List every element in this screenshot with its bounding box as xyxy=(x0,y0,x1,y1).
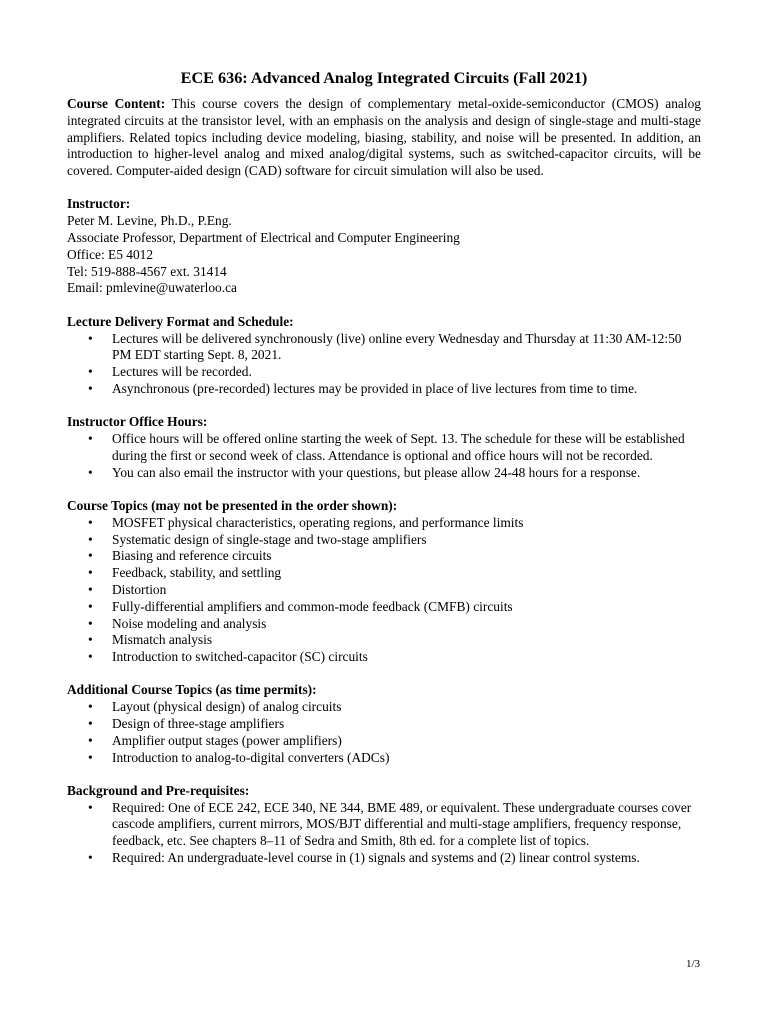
additional-topics-heading: Additional Course Topics (as time permits): xyxy=(67,682,317,698)
list-item-text: Office hours will be offered online starting the week of Sept. 13. The schedule for these will be established during the first or second week of class. Attendance is optional and office hours will not be recorded. xyxy=(112,431,685,463)
list-item-text: Design of three-stage amplifiers xyxy=(112,716,285,731)
bullet-icon: • xyxy=(88,548,93,564)
list-item-text: Lectures will be delivered synchronously (live) online every Wednesday and Thursday at 11:30 AM-12:50 PM EDT starting Sept. 8, 2021. xyxy=(112,330,682,363)
background-heading: Background and Pre-requisites: xyxy=(67,782,250,798)
instructor-tel: Tel: 519-888-4567 ext. 31414 xyxy=(67,263,227,279)
bullet-icon: • xyxy=(88,850,93,866)
bullet-icon: • xyxy=(88,632,93,648)
course-content-text: This course covers the design of complementary metal-oxide-semiconductor (CMOS) analog integrated circuits at the transistor level, with an emphasis on the analysis and design of single-stage and multi-stage amplifiers. Related topics including device modeling, biasing, stability, and noise will be presented. In addition, an introduction to higher-level analog and mixed analog/digital systems, such as switched-capacitor circuits, will be covered. Computer-aided design (CAD) software for circuit simulation will also be used. xyxy=(67,96,701,179)
office-hours-list xyxy=(67,431,701,481)
lecture-list xyxy=(67,331,701,398)
course-content-paragraph xyxy=(67,96,701,180)
list-item-text: Asynchronous (pre-recorded) lectures may be provided in place of live lectures from time to time. xyxy=(112,380,638,396)
list-item xyxy=(67,649,701,666)
bullet-icon: • xyxy=(88,464,93,480)
list-item-text: You can also email the instructor with your questions, but please allow 24-48 hours for a response. xyxy=(112,464,641,480)
list-item-text: Distortion xyxy=(112,581,167,597)
list-item-text: Mismatch analysis xyxy=(112,632,213,648)
list-item xyxy=(67,331,701,365)
list-item xyxy=(67,733,701,750)
additional-topics-list xyxy=(67,699,701,766)
bullet-icon: • xyxy=(88,615,93,631)
list-item xyxy=(67,465,701,482)
bullet-icon: • xyxy=(88,531,93,547)
list-item xyxy=(67,616,701,633)
topics-list xyxy=(67,515,701,666)
page-title: ECE 636: Advanced Analog Integrated Circuits (Fall 2021) xyxy=(180,69,588,87)
list-item xyxy=(67,565,701,582)
instructor-office: Office: E5 4012 xyxy=(67,246,154,262)
bullet-icon: • xyxy=(88,431,93,447)
list-item-text: Amplifier output stages (power amplifiers) xyxy=(112,732,342,748)
list-item-text: Required: One of ECE 242, ECE 340, NE 344, BME 489, or equivalent. These undergraduate courses cover cascode amplifiers, current mirrors, MOS/BJT differential and multi-stage amplifiers, frequency response, feedback, etc. See chapters 8–11 of Sedra and Smith, 8th ed. for a complete list of topics. xyxy=(112,799,692,849)
bullet-icon: • xyxy=(88,364,93,380)
instructor-name: Peter M. Levine, Ph.D., P.Eng. xyxy=(67,213,232,229)
bullet-icon: • xyxy=(88,565,93,581)
list-item xyxy=(67,599,701,616)
bullet-icon: • xyxy=(88,732,93,748)
instructor-heading: Instructor: xyxy=(67,196,131,212)
list-item-text: Layout (physical design) of analog circuits xyxy=(112,699,342,715)
instructor-position: Associate Professor, Department of Electrical and Computer Engineering xyxy=(67,230,460,246)
bullet-icon: • xyxy=(88,649,93,665)
instructor-section xyxy=(67,196,701,297)
bullet-icon: • xyxy=(88,699,93,715)
additional-topics-section xyxy=(67,682,701,766)
list-item xyxy=(67,632,701,649)
bullet-icon: • xyxy=(88,330,93,346)
list-item xyxy=(67,548,701,565)
list-item xyxy=(67,515,701,532)
list-item-text: Feedback, stability, and settling xyxy=(112,565,282,581)
list-item-text: Required: An undergraduate-level course in (1) signals and systems and (2) linear control systems. xyxy=(112,850,640,866)
list-item xyxy=(67,364,701,381)
list-item xyxy=(67,850,701,867)
course-content-label: Course Content: xyxy=(67,96,166,111)
lecture-heading: Lecture Delivery Format and Schedule: xyxy=(67,313,294,329)
list-item-text: Biasing and reference circuits xyxy=(112,548,272,564)
list-item xyxy=(67,582,701,599)
list-item xyxy=(67,699,701,716)
list-item-text: MOSFET physical characteristics, operating regions, and performance limits xyxy=(112,514,524,530)
list-item xyxy=(67,800,701,850)
bullet-icon: • xyxy=(88,514,93,530)
bullet-icon: • xyxy=(88,380,93,396)
topics-heading: Course Topics (may not be presented in the order shown): xyxy=(67,497,398,513)
office-hours-section xyxy=(67,414,701,481)
bullet-icon: • xyxy=(88,799,93,815)
list-item-text: Fully-differential amplifiers and common-mode feedback (CMFB) circuits xyxy=(112,598,513,614)
list-item xyxy=(67,381,701,398)
document-page xyxy=(67,68,701,867)
list-item-text: Introduction to analog-to-digital converters (ADCs) xyxy=(112,749,390,765)
list-item-text: Noise modeling and analysis xyxy=(112,615,267,631)
bullet-icon: • xyxy=(88,716,93,731)
list-item xyxy=(67,750,701,767)
list-item-text: Systematic design of single-stage and two-stage amplifiers xyxy=(112,531,427,547)
bullet-icon: • xyxy=(88,749,93,765)
lecture-section xyxy=(67,314,701,398)
background-section xyxy=(67,783,701,867)
page-number: 1/3 xyxy=(685,958,700,970)
list-item-text: Lectures will be recorded. xyxy=(112,364,252,380)
bullet-icon: • xyxy=(88,598,93,614)
list-item xyxy=(67,716,701,733)
list-item xyxy=(67,431,701,465)
background-list xyxy=(67,800,701,867)
instructor-email: Email: pmlevine@uwaterloo.ca xyxy=(67,280,237,296)
bullet-icon: • xyxy=(88,581,93,597)
office-hours-heading: Instructor Office Hours: xyxy=(67,414,208,430)
list-item-text: Introduction to switched-capacitor (SC) circuits xyxy=(112,649,368,665)
list-item xyxy=(67,532,701,549)
topics-section xyxy=(67,498,701,666)
